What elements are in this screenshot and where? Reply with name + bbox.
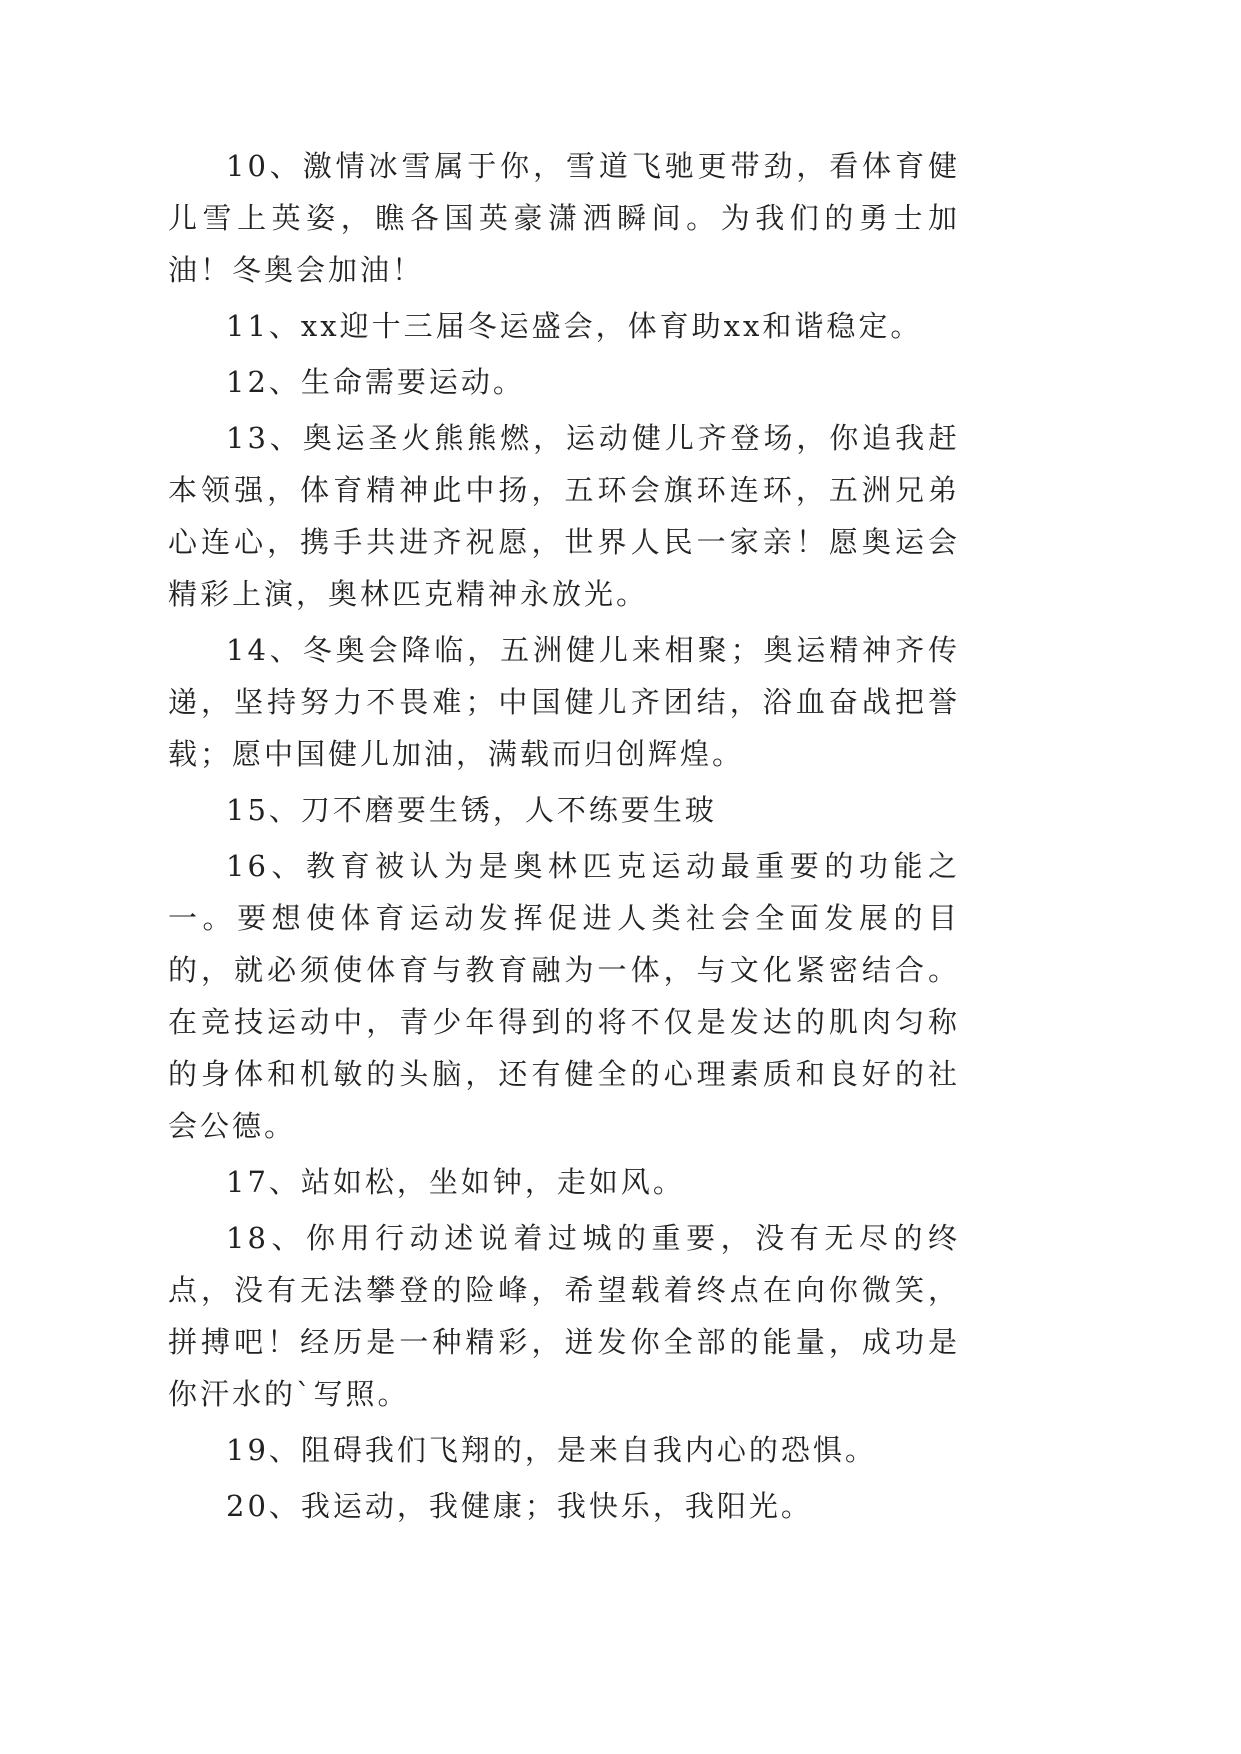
paragraph-11: 11、xx迎十三届冬运盛会，体育助xx和谐稳定。	[226, 309, 923, 343]
paragraph-16: 16、教育被认为是奥林匹克运动最重要的功能之一。要想使体育运动发挥促进人类社会全面发展的目的，就必须使体育与教育融为一体，与文化紧密结合。在竞技运动中，青少年得到的将不仅是发达的肌肉匀称的身体和机敏的头脑，还有健全的心理素质和良好的社会公德。	[168, 849, 960, 1143]
document-body	[168, 140, 960, 1536]
paragraph-18: 18、你用行动述说着过城的重要，没有无尽的终点，没有无法攀登的险峰，希望载着终点在向你微笑，拼搏吧！经历是一种精彩，迸发你全部的能量，成功是你汗水的`写照。	[168, 1221, 960, 1411]
paragraph-20: 20、我运动，我健康；我快乐，我阳光。	[226, 1489, 813, 1523]
paragraph-10: 10、激情冰雪属于你，雪道飞驰更带劲，看体育健儿雪上英姿，瞧各国英豪潇洒瞬间。为我们的勇士加油！冬奥会加油！	[168, 149, 960, 287]
paragraph-15: 15、刀不磨要生锈，人不练要生玻	[226, 793, 717, 827]
paragraph-12: 12、生命需要运动。	[226, 365, 525, 399]
paragraph-19: 19、阻碍我们飞翔的，是来自我内心的恐惧。	[226, 1433, 877, 1467]
paragraph-14: 14、冬奥会降临，五洲健儿来相聚；奥运精神齐传递，坚持努力不畏难；中国健儿齐团结，浴血奋战把誉载；愿中国健儿加油，满载而归创辉煌。	[168, 633, 960, 771]
paragraph-17: 17、站如松，坐如钟，走如风。	[226, 1165, 685, 1199]
paragraph-13: 13、奥运圣火熊熊燃，运动健儿齐登场，你追我赶本领强，体育精神此中扬，五环会旗环连环，五洲兄弟心连心，携手共进齐祝愿，世界人民一家亲！愿奥运会精彩上演，奥林匹克精神永放光。	[168, 421, 960, 611]
